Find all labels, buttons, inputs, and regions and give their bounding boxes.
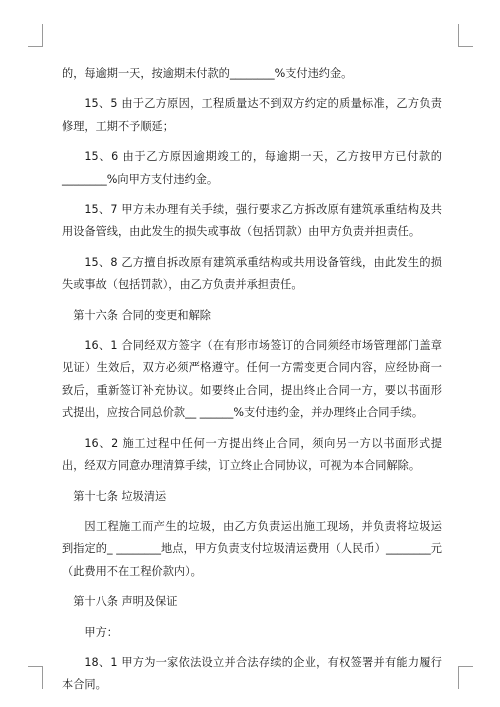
paragraph-15-8: 15、8 乙方擅自拆改原有建筑承重结构或共用设备管线，由此发生的损失或事故（包括罚款），由乙方负责并承担责任。 bbox=[62, 255, 442, 292]
paragraph-15-6: 15、6 由于乙方原因逾期竣工的，每逾期一天，乙方按甲方已付款的________%向甲方支付违约金。 bbox=[62, 150, 442, 186]
paragraph-16-1: 16、1 合同经双方签字（在有形市场签订的合同须经市场管理部门盖章见证）生效后，双方必须严格遵守。任何一方需变更合同内容，应经协商一致后，重新签订补充协议。如要终止合同，提出终止合同一方，要以书面形式提出，应按合同总价款__ ______%支付违约金，并办理终止合同手续。 bbox=[62, 339, 442, 420]
paragraph-18-1: 18、1 甲方为一家依法设立并合法存续的企业，有权签署并有能力履行本合同。 bbox=[62, 655, 442, 692]
article-17-heading: 第十七条 垃圾清运 bbox=[73, 489, 167, 503]
crop-mark-bottom-left bbox=[28, 666, 43, 689]
crop-mark-top-right bbox=[458, 24, 473, 47]
article-16-heading: 第十六条 合同的变更和解除 bbox=[73, 308, 211, 322]
paragraph-15-4-continuation: 的，每逾期一天，按逾期未付款的________%支付违约金。 bbox=[62, 67, 353, 80]
crop-mark-bottom-right bbox=[458, 666, 473, 689]
document-body bbox=[62, 63, 442, 705]
party-a-label: 甲方： bbox=[84, 625, 118, 639]
paragraph-15-7: 15、7 甲方未办理有关手续，强行要求乙方拆改原有建筑承重结构及共用设备管线，由此发生的损失或事故（包括罚款）由甲方负责并担责任。 bbox=[62, 203, 442, 239]
paragraph-17-body: 因工程施工而产生的垃圾，由乙方负责运出施工现场，并负责将垃圾运到指定的_ ________地点，甲方负责支付垃圾清运费用（人民币）________元（此费用不在工程价款内）。 bbox=[62, 519, 442, 578]
article-18-heading: 第十八条 声明及保证 bbox=[73, 595, 178, 609]
paragraph-16-2: 16、2 施工过程中任何一方提出终止合同，须向另一方以书面形式提出，经双方同意办理清算手续，订立终止合同协议，可视为本合同解除。 bbox=[62, 436, 442, 473]
paragraph-15-5: 15、5 由于乙方原因，工程质量达不到双方约定的质量标准，乙方负责修理，工期不予顺延； bbox=[62, 97, 442, 133]
crop-mark-top-left bbox=[28, 24, 43, 47]
